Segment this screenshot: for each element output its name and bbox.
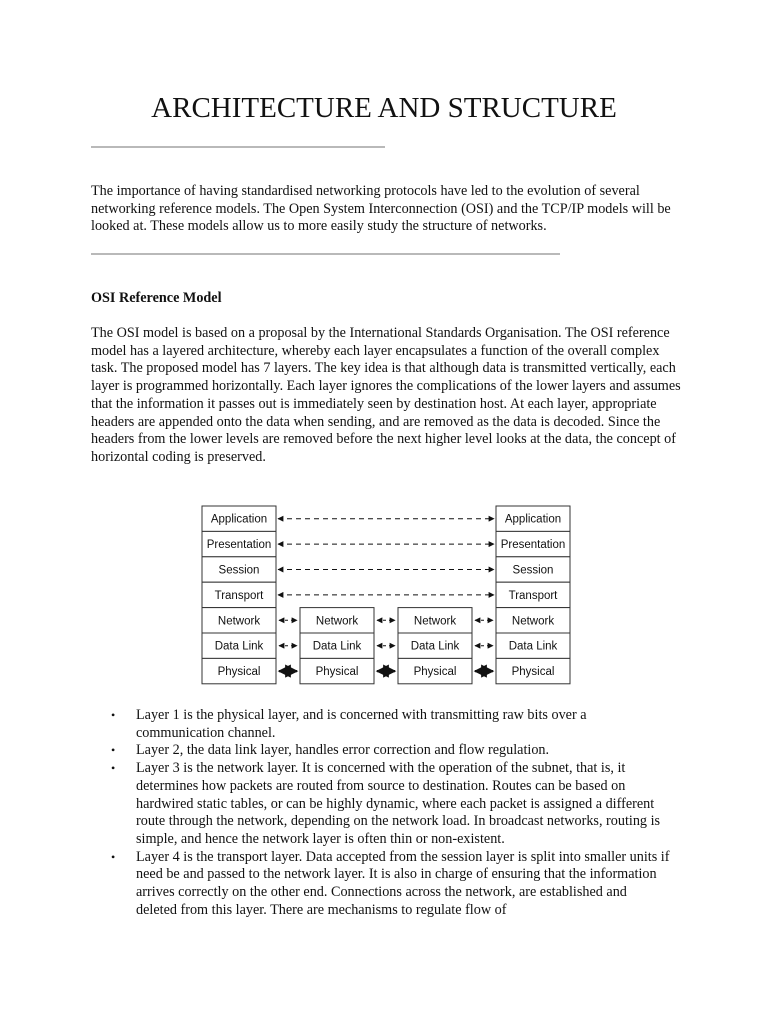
- bullet-icon: •: [111, 761, 116, 776]
- layer-bullet-list: [111, 707, 671, 919]
- layer-label: Presentation: [206, 539, 272, 552]
- title-divider: [91, 146, 385, 148]
- layer-label: Physical: [217, 666, 261, 679]
- page-title: ARCHITECTURE AND STRUCTURE: [151, 92, 617, 124]
- bullet-text: Layer 4 is the transport layer. Data accepted from the session layer is split into smaller units if need be and passed to the network layer. It is also in charge of ensuring that the information arrives correctly on the other end. Connections across the network, are established and deleted from this layer. There are mechanisms to regulate flow of: [136, 848, 670, 918]
- layer-label: Physical: [413, 666, 457, 679]
- osi-layer-diagram: [195, 503, 575, 693]
- bullet-text: Layer 2, the data link layer, handles error correction and flow regulation.: [136, 742, 550, 759]
- bullet-text: Layer 1 is the physical layer, and is concerned with transmitting raw bits over a communication channel.: [136, 707, 587, 741]
- osi-heading: OSI Reference Model: [91, 290, 222, 306]
- list-item: [111, 849, 671, 920]
- layer-label: Network: [315, 615, 359, 628]
- layer-label: Data Link: [410, 640, 460, 653]
- layer-label: Session: [512, 564, 554, 577]
- bullet-text: Layer 3 is the network layer. It is concerned with the operation of the subnet, that is, it determines how packets are routed from source to destination. Routes can be based on hardwired static tables, or can be highly dynamic, where each packet is assigned a different route through the network, depending on the network load. In broadcast networks, routing is simple, and hence the network layer is often thin or non-existent.: [136, 760, 661, 847]
- layer-label: Presentation: [500, 539, 566, 552]
- intro-paragraph: The importance of having standardised networking protocols have led to the evolution of several networking reference models. The Open System Interconnection (OSI) and the TCP/IP models will be looked at. These models allow us to more easily study the structure of networks.: [91, 183, 671, 235]
- layer-label: Data Link: [312, 640, 362, 653]
- layer-label: Transport: [214, 589, 264, 602]
- list-item: [111, 707, 671, 742]
- section-divider: [91, 253, 560, 255]
- layer-label: Application: [504, 513, 562, 526]
- layer-label: Session: [218, 564, 260, 577]
- layer-label: Data Link: [508, 640, 558, 653]
- osi-paragraph: The OSI model is based on a proposal by the International Standards Organisation. The OSI reference model has a layered architecture, whereby each layer encapsulates a function of the overall complex task. The proposed model has 7 layers. The key idea is that although data is transmitted vertically, each layer is programmed horizontally. Each layer ignores the complications of the lower layers and assumes that the information it passes out is immediately seen by destination host. At each layer, appropriate headers are appended onto the data when sending, and are removed as the data is decoded. Since the headers from the lower levels are removed before the next higher level looks at the data, the concept of horizontal coding is preserved.: [91, 325, 681, 465]
- layer-label: Network: [511, 615, 555, 628]
- list-item: [111, 742, 671, 760]
- layer-label: Network: [413, 615, 457, 628]
- bullet-icon: •: [111, 849, 116, 864]
- layer-label: Network: [217, 615, 261, 628]
- layer-label: Data Link: [214, 640, 264, 653]
- layer-label: Transport: [508, 589, 558, 602]
- layer-label: Physical: [315, 666, 359, 679]
- layer-label: Physical: [511, 666, 555, 679]
- layer-label: Application: [210, 513, 268, 526]
- bullet-icon: •: [111, 743, 116, 758]
- bullet-icon: •: [111, 708, 116, 722]
- list-item: [111, 760, 671, 849]
